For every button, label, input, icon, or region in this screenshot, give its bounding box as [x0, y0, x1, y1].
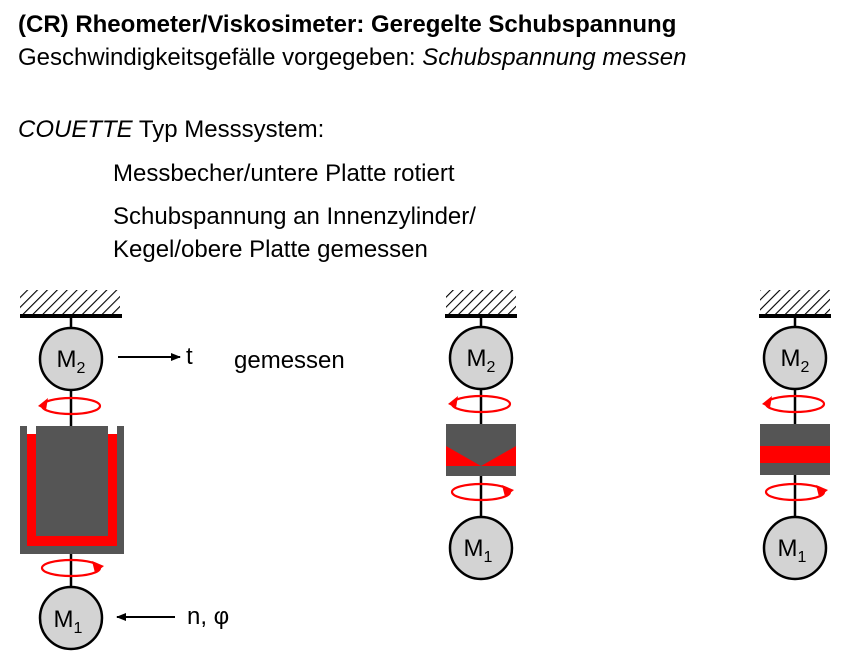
rotation-arrow-icon	[766, 484, 828, 500]
motor-m2-label: $M_2$	[466, 345, 496, 376]
fixed-support-hatch	[446, 290, 516, 315]
motor-m1-label: $M_1$	[463, 535, 493, 566]
couette-cylinder-system	[20, 290, 345, 649]
description-line-3: Kegel/obere Platte gemessen	[113, 236, 428, 263]
speed-label: n, φ	[187, 603, 230, 630]
motor-m1-label: $M_1$	[777, 535, 807, 566]
upper-plate	[760, 424, 830, 446]
rotation-arrow-icon	[452, 484, 514, 500]
cone-plate-system	[445, 290, 517, 579]
description-line-1: Messbecher/untere Platte rotiert	[113, 160, 455, 187]
lower-plate	[760, 463, 830, 475]
section-heading-plain: Typ Messsystem:	[132, 116, 325, 143]
fixed-support-hatch	[20, 290, 120, 315]
measured-label: gemessen	[234, 347, 345, 374]
motor-m2-label: $M_2$	[780, 345, 810, 376]
subtitle-plain: Geschwindigkeitsgefälle vorgegeben:	[18, 44, 423, 71]
motor-m2-label: $M_2$	[56, 346, 86, 377]
lower-plate	[446, 466, 516, 476]
fixed-support-hatch	[760, 290, 830, 315]
section-heading-italic: COUETTE	[18, 116, 133, 143]
torque-label: t	[186, 343, 193, 370]
rotation-arrow-icon	[448, 396, 510, 412]
parallel-plate-system	[759, 290, 831, 579]
inner-cylinder	[36, 426, 108, 536]
plate-fluid	[760, 446, 830, 463]
subtitle-italic: Schubspannung messen	[422, 44, 687, 71]
rotation-arrow-icon	[762, 396, 824, 412]
description-line-2: Schubspannung an Innenzylinder/	[113, 203, 476, 230]
rotation-arrow-icon	[42, 560, 104, 576]
motor-m1-label: $M_1$	[53, 606, 83, 637]
rotation-arrow-icon	[38, 398, 100, 414]
page-title: (CR) Rheometer/Viskosimeter: Geregelte Schubspannung	[18, 11, 677, 38]
